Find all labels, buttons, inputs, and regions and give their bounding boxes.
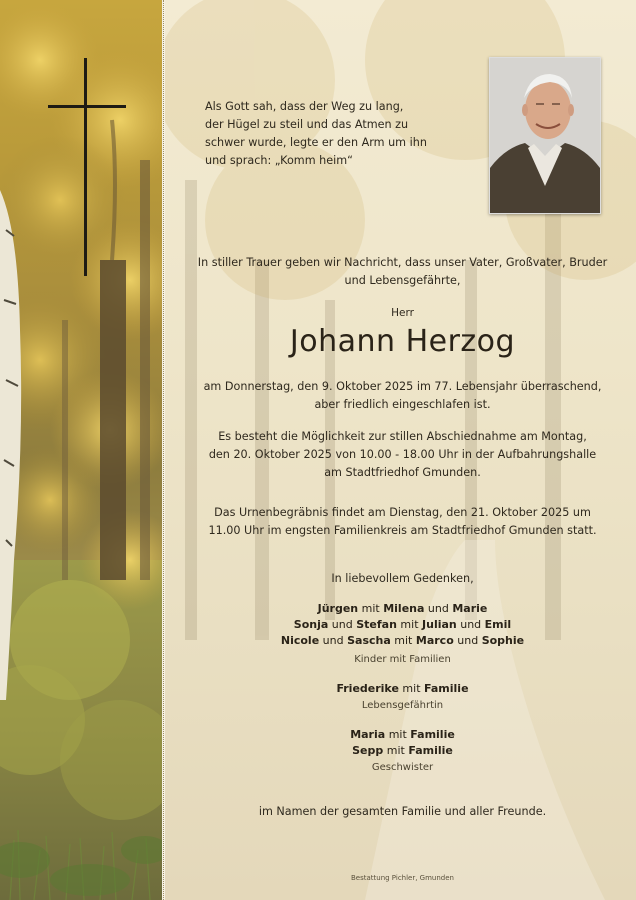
- announcement-line: und Lebensgefährte,: [344, 274, 461, 287]
- child-name: Nicole: [280, 634, 320, 647]
- announcement-line: In stiller Trauer geben wir Nachricht, dass unser Vater, Großvater, Bruder: [197, 256, 608, 269]
- closing-line: im Namen der gesamten Familie und aller Freunde.: [258, 805, 547, 818]
- grandchild-name: Sophie: [481, 634, 525, 647]
- strip-divider-dots: [163, 0, 164, 900]
- death-notice: [190, 378, 615, 414]
- farewell-line: den 20. Oktober 2025 von 10.00 - 18.00 Uhr in der Aufbahrungshalle: [208, 448, 597, 461]
- verse-line: und sprach: „Komm heim“: [205, 154, 353, 167]
- family-role: Kinder mit Familien: [354, 654, 451, 665]
- grandchild-name: Julian: [422, 618, 457, 631]
- death-line: am Donnerstag, den 9. Oktober 2025 im 77. Lebensjahr überraschend,: [203, 380, 602, 393]
- family-word: Familie: [410, 728, 455, 741]
- funeral-home-credit: Bestattung Pichler, Gmunden: [350, 874, 454, 882]
- family-role: Geschwister: [371, 762, 434, 773]
- verse: [205, 98, 445, 170]
- sibling-name: Sepp: [352, 744, 384, 757]
- connector-word: mit: [361, 602, 380, 615]
- partner-name: Friederike: [336, 682, 399, 695]
- siblings-group: [190, 727, 615, 776]
- connector-word: und: [331, 618, 353, 631]
- portrait-man-illustration: [490, 58, 600, 213]
- partner-name: Milena: [383, 602, 425, 615]
- family-word: Familie: [424, 682, 469, 695]
- farewell-line: am Stadtfriedhof Gmunden.: [324, 466, 481, 479]
- death-line: aber friedlich eingeschlafen ist.: [314, 398, 491, 411]
- partner-group: [190, 681, 615, 714]
- connector-word: und: [460, 618, 482, 631]
- grandchild-name: Emil: [484, 618, 512, 631]
- announcement-intro: [190, 254, 615, 290]
- burial-line: Das Urnenbegräbnis findet am Dienstag, den 21. Oktober 2025 um: [214, 506, 591, 519]
- family-word: Familie: [408, 744, 453, 757]
- connector-word: mit: [386, 744, 405, 757]
- partner-name: Stefan: [356, 618, 397, 631]
- burial-notice: [190, 504, 615, 540]
- memory-heading: In liebevollem Gedenken,: [331, 572, 474, 585]
- grandchild-name: Marco: [415, 634, 454, 647]
- farewell-notice: [190, 428, 615, 482]
- child-name: Sonja: [293, 618, 329, 631]
- connector-word: mit: [400, 618, 419, 631]
- family-row: [190, 681, 615, 697]
- connector-word: und: [427, 602, 449, 615]
- children-group: [190, 601, 615, 668]
- connector-word: und: [457, 634, 479, 647]
- farewell-line: Es besteht die Möglichkeit zur stillen Abschiednahme am Montag,: [218, 430, 587, 443]
- child-name: Jürgen: [317, 602, 359, 615]
- grandchild-name: Marie: [452, 602, 488, 615]
- family-row: [190, 727, 615, 743]
- salutation: Herr: [391, 307, 414, 319]
- verse-line: Als Gott sah, dass der Weg zu lang,: [205, 100, 404, 113]
- partner-name: Sascha: [347, 634, 391, 647]
- connector-word: und: [322, 634, 344, 647]
- burial-line: 11.00 Uhr im engsten Familienkreis am Stadtfriedhof Gmunden statt.: [208, 524, 597, 537]
- family-role: Lebensgefährtin: [361, 700, 444, 711]
- verse-line: der Hügel zu steil und das Atmen zu: [205, 118, 409, 131]
- cross-icon: [48, 58, 126, 276]
- family-row: [190, 633, 615, 649]
- family-row: [190, 601, 615, 617]
- connector-word: mit: [394, 634, 413, 647]
- family-row: [190, 743, 615, 759]
- verse-line: schwer wurde, legte er den Arm um ihn: [205, 136, 427, 149]
- family-row: [190, 617, 615, 633]
- connector-word: mit: [388, 728, 407, 741]
- connector-word: mit: [402, 682, 421, 695]
- deceased-name: Johann Herzog: [289, 324, 516, 359]
- sibling-name: Maria: [350, 728, 386, 741]
- portrait-photo: [489, 57, 601, 214]
